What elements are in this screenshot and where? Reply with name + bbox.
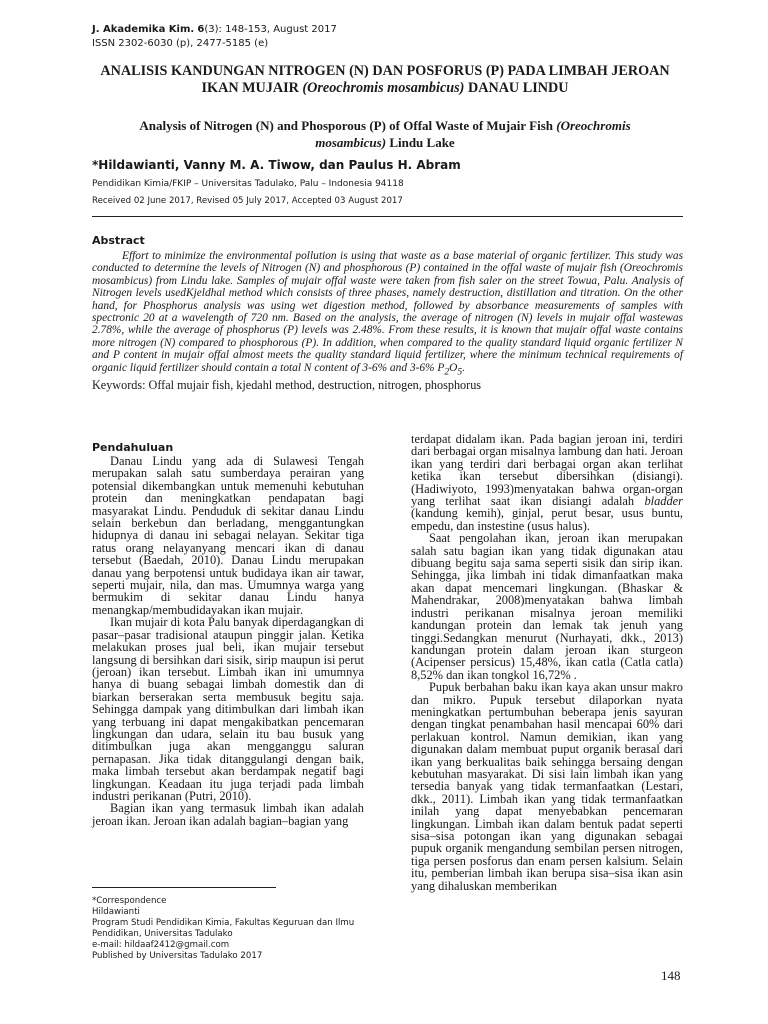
article-dates: Received 02 June 2017, Revised 05 July 2017, Accepted 03 August 2017: [92, 196, 403, 206]
footnote-email: e-mail: hildaaf2412@gmail.com: [92, 940, 230, 950]
title-indonesian: [92, 63, 678, 97]
footnote-line: Published by Universitas Tadulako 2017: [92, 951, 263, 961]
section-heading: Pendahuluan: [92, 441, 174, 454]
left-column: [92, 441, 364, 827]
paragraph: [411, 433, 683, 532]
title-en-part2: Lindu Lake: [386, 135, 455, 150]
journal-volume: 6: [197, 24, 205, 35]
abstract-body: Effort to minimize the environmental pollution is using that waste as a base material of organic fertilizer. This study was conducted to determine the levels of Nitrogen (N) and phosphorous (P) contained in the offal waste of mujair fish (Oreochromis mosambicus) from Lindu lake. Samples of mujair offal waste were taken from fish saler on the street Towua, Palu. Analysis of Nitrogen levels usedKjeldhal method which consists of three phases, namely destruction, distillation and titration. On the other hand, for Phosphorus analysis was using wet digestion method, followed by absorbance measurements of samples with spectronic 20 at a wavelength of 720 nm. Based on the analysis, the average of nitrogen (N) levels in mujair offal wastewas 2.78%, while the average of phosphorus (P) levels was 2.48%. From these results, it is known that mujair offal waste contains more nitrogen (N) compared to phosphorous (P). In addition, when compared to the quality standard liquid organic fertilizer N and P content in mujair offal almost meets the quality standard liquid fertilizer, where the minimum technical requirements of organic liquid fertilizer should contain a total N content of 3-6% and 3-6% P: [92, 250, 683, 374]
footnote-line: Hildawianti: [92, 907, 140, 917]
paragraph: Pupuk berbahan baku ikan kaya akan unsur makro dan mikro. Pupuk tersebut dilaporkan nyata meningkatkan pertumbuhan beberapa jenis sayuran dengan tingkat penambahan hasil mencapai 60% dari perlakuan kontrol. Namun demikian, ikan yang digunakan dalam membuat puput organik berasal dari ikan yang berkualitas baik sehingga bersaing dengan kebutuhan masyarakat. Di sisi lain limbah ikan yang tersedia banyak yang tidak termanfaatkan (Lestari, dkk., 2011). Limbah ikan yang tidak termanfaatkan inilah yang dapat menyebabkan pencemaran lingkungan. Limbah ikan dalam bentuk padat seperti sisa–sisa potongan ikan yang digunakan sebagai pupuk organik mengandung sembilan persen nitrogen, tiga persen posforus dan enam persen kalsium. Selain itu, pemberian limbah ikan berupa sisa–sisa ikan asin yang dihaluskan memberikan: [411, 680, 683, 893]
title-id-part2: DANAU LINDU: [464, 80, 569, 96]
affiliation: Pendidikan Kimia/FKIP – Universitas Tadulako, Palu – Indonesia 94118: [92, 179, 404, 189]
title-en-species: (Oreochromis mosambicus): [315, 118, 631, 150]
formula-subscript-2: 5: [457, 366, 463, 377]
journal-issue-pages: (3): 148-153, August 2017: [204, 24, 337, 35]
formula-end: .: [462, 361, 465, 374]
paragraph-italic: bladder: [644, 494, 683, 509]
formula-subscript-1: 2: [444, 366, 450, 377]
journal-issn: ISSN 2302-6030 (p), 2477-5185 (e): [92, 38, 269, 49]
footnote-line: Pendidikan, Universitas Tadulako: [92, 929, 233, 939]
title-en-part1: Analysis of Nitrogen (N) and Phosporous (P) of Offal Waste of Mujair Fish: [139, 118, 557, 133]
journal-citation: [92, 23, 337, 37]
paragraph: Bagian ikan yang termasuk limbah ikan adalah jeroan ikan. Jeroan ikan adalah bagian–bagian yang: [92, 801, 364, 828]
page-number: 148: [661, 968, 681, 983]
footnote: [92, 896, 392, 962]
footnote-line: Program Studi Pendidikan Kimia, Fakultas Keguruan dan Ilmu: [92, 918, 355, 928]
title-id-part1: ANALISIS KANDUNGAN NITROGEN (N) DAN POSFORUS (P) PADA LIMBAH JEROAN IKAN MUJAIR: [100, 63, 670, 96]
right-column: [411, 433, 683, 892]
paragraph: Danau Lindu yang ada di Sulawesi Tengah merupakan salah satu sumberdaya perairan yang potensial dikembangkan untuk memenuhi kebutuhan protein dan meningkatkan pendapatan bagi masyarakat Lindu. Penduduk di sekitar danau Lindu selain berkebun dan berladang, menggantungkan hidupnya di danau ini sebagai nelayan. Sekitar tiga ratus orang nelayanyang mencari ikan di danau tersebut (Baedah, 2010). Danau Lindu merupakan danau yang berpotensi untuk budidaya ikan air tawar, seperti mujair, nila, dan mas. Umumnya warga yang bermukim di sekitar danau Lindu hanya menangkap/membudidayakan ikan mujair.: [92, 454, 364, 617]
paragraph: Ikan mujair di kota Palu banyak diperdagangkan di pasar–pasar tradisional ataupun pinggir jalan. Ketika melakukan proses jual beli, ikan mujair tersebut langsung di bersihkan dari sisik, sirip maupun isi perut (jeroan) ikan tersebut. Limbah ikan ini umumnya hanya di buang sebagai limbah domestik dan di biarkan berserakan serta membusuk begitu saja. Sehingga dampak yang ditimbulkan dari limbah ikan yang terbuang ini dapat mengakibatkan pencemaran lingkungan dan udara, selain itu bau busuk yang ditimbulkan juga akan mengganggu saluran pernapasan. Jika tidak ditanggulangi dengan baik, maka limbah tersebut akan berdampak negatif bagi lingkungan. Keadaan itu juga terjadi pada limbah industri perikanan (Putri, 2010).: [92, 615, 364, 803]
paragraph-text: terdapat didalam ikan. Pada bagian jeroan ini, terdiri dari berbagai organ misalnya lambung dan hati. Jeroan ikan yang terdiri dari berbagai organ akan terlihat ketika ikan tersebut dibersihkan (disiangi). (Hadiwiyoto, 1993)menyatakan bahwa organ-organ yang terlihat saat ikan disiangi adalah: [411, 432, 683, 509]
title-id-species: (Oreochromis mosambicus): [302, 80, 465, 96]
title-english: [112, 117, 658, 151]
header-divider: [92, 216, 683, 217]
formula-oxygen: O: [449, 361, 458, 374]
abstract-text: [92, 250, 683, 378]
journal-header: [92, 23, 337, 51]
footnote-divider: [92, 887, 276, 888]
keywords: Keywords: Offal mujair fish, kjedahl method, destruction, nitrogen, phosphorus: [92, 378, 482, 392]
journal-name: J. Akademika Kim.: [92, 24, 195, 35]
paragraph-text: (kandung kemih), ginjal, perut besar, usus buntu, empedu, dan instestine (usus halus).: [411, 506, 683, 533]
abstract-heading: Abstract: [92, 234, 145, 247]
author-list: *Hildawianti, Vanny M. A. Tiwow, dan Paulus H. Abram: [92, 158, 461, 172]
paragraph: Saat pengolahan ikan, jeroan ikan merupakan salah satu bagian ikan yang tidak digunakan atau dibuang begitu saja sama seperti sisik dan sirip ikan. Sehingga, jika limbah ini tidak dimanfaatkan maka akan dapat mencemari lingkungan. (Bhaskar & Mahendrakar, 2008)menyatakan bahwa limbah industri perikanan misalnya jeroan memiliki kandungan protein dan lemak tak jenuh yang tinggi.Sedangkan menurut (Nurhayati, dkk., 2013) kandungan protein dalam jeroan ikan sturgeon (Acipenser persicus) 15,48%, ikan catla (Catla catla) 8,52% dan ikan tongkol 16,72% .: [411, 531, 683, 682]
footnote-line: *Correspondence: [92, 896, 167, 906]
